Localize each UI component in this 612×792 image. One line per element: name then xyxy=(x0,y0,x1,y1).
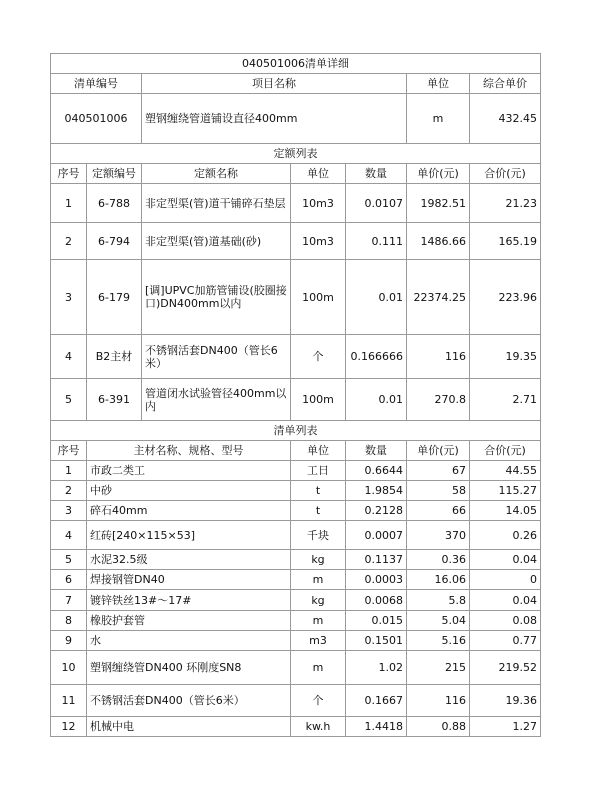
main-item-unit: m xyxy=(407,94,470,144)
material-header-qty: 数量 xyxy=(346,441,407,461)
quota-header-total: 合价(元) xyxy=(470,164,541,184)
page-title: 040501006清单详细 xyxy=(51,54,541,74)
quota-name: 非定型渠(管)道干铺碎石垫层 xyxy=(142,184,291,223)
material-qty: 1.9854 xyxy=(346,481,407,501)
material-seq: 10 xyxy=(51,651,87,685)
material-unit: m3 xyxy=(291,631,346,651)
material-name: 水 xyxy=(87,631,291,651)
quota-total: 165.19 xyxy=(470,223,541,260)
quota-qty: 0.01 xyxy=(346,260,407,335)
material-qty: 0.1501 xyxy=(346,631,407,651)
material-price: 0.36 xyxy=(407,550,470,570)
material-seq: 11 xyxy=(51,685,87,717)
material-name: 不锈钢活套DN400（管长6米） xyxy=(87,685,291,717)
material-qty: 0.1137 xyxy=(346,550,407,570)
material-total: 1.27 xyxy=(470,717,541,737)
material-price: 58 xyxy=(407,481,470,501)
quota-name: 管道闭水试验管径400mm以内 xyxy=(142,379,291,421)
quota-price: 1486.66 xyxy=(407,223,470,260)
material-unit: m xyxy=(291,611,346,631)
material-qty: 1.4418 xyxy=(346,717,407,737)
material-header-unit: 单位 xyxy=(291,441,346,461)
quota-header-seq: 序号 xyxy=(51,164,87,184)
main-item-row xyxy=(51,94,541,144)
material-price: 66 xyxy=(407,501,470,521)
material-unit: kw.h xyxy=(291,717,346,737)
material-name: 水泥32.5级 xyxy=(87,550,291,570)
quota-row xyxy=(51,335,541,379)
quota-total: 21.23 xyxy=(470,184,541,223)
material-qty: 0.0007 xyxy=(346,521,407,550)
quota-total: 2.71 xyxy=(470,379,541,421)
quota-code: B2主材 xyxy=(87,335,142,379)
header-name: 项目名称 xyxy=(142,74,407,94)
quota-section-title: 定额列表 xyxy=(51,144,541,164)
material-unit: 千块 xyxy=(291,521,346,550)
quota-qty: 0.0107 xyxy=(346,184,407,223)
material-unit: t xyxy=(291,501,346,521)
quota-seq: 5 xyxy=(51,379,87,421)
quota-code: 6-391 xyxy=(87,379,142,421)
material-unit: m xyxy=(291,570,346,590)
quota-unit: 个 xyxy=(291,335,346,379)
material-row xyxy=(51,501,541,521)
material-row xyxy=(51,685,541,717)
material-seq: 4 xyxy=(51,521,87,550)
quota-name: 不锈钢活套DN400（管长6米） xyxy=(142,335,291,379)
material-name: 红砖[240×115×53] xyxy=(87,521,291,550)
material-seq: 6 xyxy=(51,570,87,590)
material-header-seq: 序号 xyxy=(51,441,87,461)
material-name: 中砂 xyxy=(87,481,291,501)
material-row xyxy=(51,717,541,737)
quota-header-row xyxy=(51,164,541,184)
material-price: 67 xyxy=(407,461,470,481)
quota-price: 22374.25 xyxy=(407,260,470,335)
material-header-total: 合价(元) xyxy=(470,441,541,461)
material-seq: 8 xyxy=(51,611,87,631)
material-price: 370 xyxy=(407,521,470,550)
material-unit: 工日 xyxy=(291,461,346,481)
quota-qty: 0.166666 xyxy=(346,335,407,379)
header-unit: 单位 xyxy=(407,74,470,94)
material-total: 0.77 xyxy=(470,631,541,651)
material-row xyxy=(51,590,541,611)
quota-total: 223.96 xyxy=(470,260,541,335)
quota-unit: 100m xyxy=(291,379,346,421)
material-row xyxy=(51,461,541,481)
quota-header-code: 定额编号 xyxy=(87,164,142,184)
material-seq: 12 xyxy=(51,717,87,737)
material-total: 0.08 xyxy=(470,611,541,631)
quota-qty: 0.01 xyxy=(346,379,407,421)
quota-unit: 100m xyxy=(291,260,346,335)
quota-seq: 3 xyxy=(51,260,87,335)
material-seq: 1 xyxy=(51,461,87,481)
quota-row xyxy=(51,260,541,335)
header-price: 综合单价 xyxy=(470,74,541,94)
quota-name: [调]UPVC加筋管铺设(胶圈接口)DN400mm以内 xyxy=(142,260,291,335)
material-name: 橡胶护套管 xyxy=(87,611,291,631)
quota-seq: 4 xyxy=(51,335,87,379)
material-row xyxy=(51,651,541,685)
material-price: 116 xyxy=(407,685,470,717)
material-header-price: 单价(元) xyxy=(407,441,470,461)
material-row xyxy=(51,521,541,550)
material-seq: 5 xyxy=(51,550,87,570)
material-unit: kg xyxy=(291,590,346,611)
quota-seq: 1 xyxy=(51,184,87,223)
material-price: 0.88 xyxy=(407,717,470,737)
material-total: 0.04 xyxy=(470,550,541,570)
material-name: 碎石40mm xyxy=(87,501,291,521)
quota-row xyxy=(51,223,541,260)
material-total: 19.36 xyxy=(470,685,541,717)
quota-code: 6-788 xyxy=(87,184,142,223)
material-total: 14.05 xyxy=(470,501,541,521)
quota-unit: 10m3 xyxy=(291,223,346,260)
material-row xyxy=(51,570,541,590)
material-name: 镀锌铁丝13#～17# xyxy=(87,590,291,611)
material-name: 焊接钢管DN40 xyxy=(87,570,291,590)
material-name: 塑钢缠绕管DN400 环刚度SN8 xyxy=(87,651,291,685)
material-row xyxy=(51,550,541,570)
quota-header-price: 单价(元) xyxy=(407,164,470,184)
material-seq: 9 xyxy=(51,631,87,651)
material-price: 16.06 xyxy=(407,570,470,590)
main-item-price: 432.45 xyxy=(470,94,541,144)
material-row xyxy=(51,611,541,631)
quota-name: 非定型渠(管)道基础(砂) xyxy=(142,223,291,260)
quota-unit: 10m3 xyxy=(291,184,346,223)
material-header-row xyxy=(51,441,541,461)
material-price: 215 xyxy=(407,651,470,685)
material-qty: 0.0003 xyxy=(346,570,407,590)
quota-price: 270.8 xyxy=(407,379,470,421)
quota-header-name: 定额名称 xyxy=(142,164,291,184)
quota-code: 6-794 xyxy=(87,223,142,260)
material-section-title: 清单列表 xyxy=(51,421,541,441)
quota-seq: 2 xyxy=(51,223,87,260)
quota-total: 19.35 xyxy=(470,335,541,379)
quota-row xyxy=(51,184,541,223)
quota-header-qty: 数量 xyxy=(346,164,407,184)
material-name: 市政二类工 xyxy=(87,461,291,481)
material-header-name: 主材名称、规格、型号 xyxy=(87,441,291,461)
material-unit: m xyxy=(291,651,346,685)
main-item-name: 塑钢缠绕管道铺设直径400mm xyxy=(142,94,407,144)
material-price: 5.8 xyxy=(407,590,470,611)
material-total: 0.04 xyxy=(470,590,541,611)
material-unit: t xyxy=(291,481,346,501)
material-total: 0 xyxy=(470,570,541,590)
material-total: 0.26 xyxy=(470,521,541,550)
header-code: 清单编号 xyxy=(51,74,142,94)
material-price: 5.16 xyxy=(407,631,470,651)
material-qty: 1.02 xyxy=(346,651,407,685)
material-row xyxy=(51,631,541,651)
material-seq: 3 xyxy=(51,501,87,521)
material-qty: 0.1667 xyxy=(346,685,407,717)
main-header-row xyxy=(51,74,541,94)
material-row xyxy=(51,481,541,501)
material-total: 44.55 xyxy=(470,461,541,481)
material-unit: 个 xyxy=(291,685,346,717)
material-qty: 0.0068 xyxy=(346,590,407,611)
material-qty: 0.6644 xyxy=(346,461,407,481)
material-qty: 0.015 xyxy=(346,611,407,631)
material-qty: 0.2128 xyxy=(346,501,407,521)
quota-code: 6-179 xyxy=(87,260,142,335)
bill-detail-table xyxy=(50,53,541,737)
material-seq: 2 xyxy=(51,481,87,501)
material-total: 115.27 xyxy=(470,481,541,501)
quota-row xyxy=(51,379,541,421)
quota-price: 1982.51 xyxy=(407,184,470,223)
quota-qty: 0.111 xyxy=(346,223,407,260)
main-item-code: 040501006 xyxy=(51,94,142,144)
material-unit: kg xyxy=(291,550,346,570)
quota-header-unit: 单位 xyxy=(291,164,346,184)
material-total: 219.52 xyxy=(470,651,541,685)
material-price: 5.04 xyxy=(407,611,470,631)
quota-price: 116 xyxy=(407,335,470,379)
material-name: 机械中电 xyxy=(87,717,291,737)
material-seq: 7 xyxy=(51,590,87,611)
